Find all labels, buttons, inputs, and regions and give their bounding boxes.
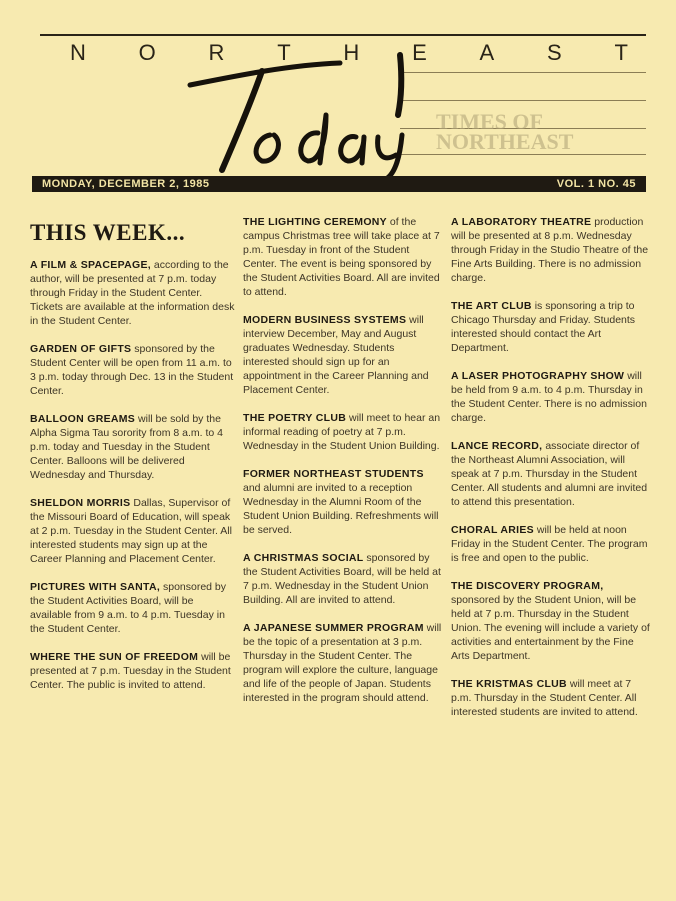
event-body: will be held from 9 a.m. to 4 p.m. Thursday in the Student Center. There is no admission charge. — [451, 370, 647, 424]
column-3 — [451, 215, 651, 733]
event-body: will interview December, May and August graduates Wednesday. Students interested should sign up for an appointment in the Career Planning and Placement Center. — [243, 314, 429, 396]
event-body: and alumni are invited to a reception Wednesday in the Alumni Room of the Student Union Building. Refreshments will be served. — [243, 482, 439, 536]
event-body: will be presented at 7 p.m. Tuesday in the Student Center. The public is invited to attend. — [30, 651, 231, 691]
masthead-letter: A — [479, 40, 497, 65]
event-heading: MODERN BUSINESS SYSTEMS — [243, 314, 407, 326]
masthead-ghost-text: TIMES OF NORTHEAST — [436, 109, 574, 154]
event-item — [243, 621, 443, 705]
event-body: associate director of the Northeast Alumni Association, will speak at 7 p.m. Thursday in the Student Center. All students and alumni are invited to attend this presentation. — [451, 440, 648, 508]
event-item — [451, 677, 651, 719]
event-body: production will be presented at 8 p.m. Wednesday through Friday in the Studio Theatre of the Fine Arts Building. There is no admission charge. — [451, 216, 649, 284]
event-item — [451, 439, 651, 509]
masthead-letter: H — [343, 40, 362, 65]
event-body: sponsored by the Student Center will be open from 11 a.m. to 3 p.m. today through Dec. 13 in the Student Center. — [30, 343, 234, 397]
event-item — [243, 467, 443, 537]
event-body: of the campus Christmas tree will take place at 7 p.m. Tuesday in front of the Student Center. The event is being sponsored by the Student Activities Board. All are invited to attend. — [243, 216, 440, 298]
masthead-rule-1 — [400, 72, 646, 73]
event-heading: PICTURES WITH SANTA, — [30, 581, 161, 593]
event-item — [451, 523, 651, 565]
column-1 — [30, 215, 235, 706]
event-heading: FORMER NORTHEAST STUDENTS — [243, 468, 424, 480]
event-body: sponsored by the Student Union, will be held at 7 p.m. Thursday in the Student Union. The evening will include a variety of activities and entertainment by the Fine Arts Department. — [451, 594, 650, 662]
event-body: will meet at 7 p.m. Thursday in the Student Center. All interested students are invited to attend. — [451, 678, 638, 718]
event-heading: THE DISCOVERY PROGRAM, — [451, 580, 604, 592]
volume-number: VOL. 1 NO. 45 — [556, 178, 636, 190]
event-body: is sponsoring a trip to Chicago Thursday and Friday. Students interested should contact the Art Department. — [451, 300, 636, 354]
event-body: sponsored by the Student Activities Board, will be held at 7 p.m. Wednesday in the Student Union Building. All are invited to attend. — [243, 552, 441, 606]
masthead-rule-4 — [400, 154, 646, 155]
event-heading: LANCE RECORD, — [451, 440, 543, 452]
event-item — [451, 579, 651, 663]
masthead-rule-2 — [400, 100, 646, 101]
event-item — [243, 551, 443, 607]
event-item — [451, 215, 651, 285]
event-heading: THE POETRY CLUB — [243, 412, 347, 424]
event-item — [451, 299, 651, 355]
column-3-items — [451, 215, 651, 719]
event-item — [30, 342, 235, 398]
event-item — [243, 411, 443, 453]
event-heading: SHELDON MORRIS — [30, 497, 131, 509]
event-heading: BALLOON GREAMS — [30, 413, 136, 425]
event-item — [30, 412, 235, 482]
event-heading: THE KRISTMAS CLUB — [451, 678, 567, 690]
column-1-items — [30, 258, 235, 692]
masthead-letter: E — [412, 40, 429, 65]
event-item — [243, 215, 443, 299]
event-item — [451, 369, 651, 425]
column-2-items — [243, 215, 443, 705]
event-heading: THE ART CLUB — [451, 300, 532, 312]
event-heading: A JAPANESE SUMMER PROGRAM — [243, 622, 424, 634]
date-banner — [32, 176, 646, 192]
event-body: sponsored by the Student Activities Board, will be available from 9 a.m. to 4 p.m. Tuesday in the Student Center. — [30, 581, 227, 635]
event-body: will be sold by the Alpha Sigma Tau sorority from 8 a.m. to 4 p.m. today and Tuesday in the Student Center. Balloons will be delivered Wednesday and Thursday. — [30, 413, 223, 481]
event-heading: A LASER PHOTOGRAPHY SHOW — [451, 370, 625, 382]
event-heading: CHORAL ARIES — [451, 524, 534, 536]
event-heading: A LABORATORY THEATRE — [451, 216, 592, 228]
masthead-letter: T — [277, 40, 293, 65]
masthead-letter: N — [70, 40, 88, 65]
today-logo — [150, 45, 430, 185]
event-body: will be held at noon Friday in the Student Center. The program is free and open to the public. — [451, 524, 648, 564]
masthead-top-rule — [40, 34, 646, 36]
event-body: Dallas, Supervisor of the Missouri Board of Education, will speak at 2 p.m. Tuesday in the Student Center. All interested students may sign up at the Career Planning and Placement Center. — [30, 497, 232, 565]
issue-date: MONDAY, DECEMBER 2, 1985 — [42, 178, 210, 190]
masthead-letter: S — [546, 40, 564, 65]
event-heading: GARDEN OF GIFTS — [30, 343, 132, 355]
event-item — [30, 650, 235, 692]
event-body: will meet to hear an informal reading of poetry at 7 p.m. Wednesday in the Student Union Building. — [243, 412, 441, 452]
event-item — [30, 496, 235, 566]
event-body: according to the author, will be presented at 7 p.m. today through Friday in the Student Center. Tickets are available at the information desk in the Student Center. — [30, 259, 235, 327]
event-heading: THE LIGHTING CEREMONY — [243, 216, 387, 228]
event-item — [30, 580, 235, 636]
masthead-letter: T — [614, 40, 630, 65]
section-title: THIS WEEK... — [30, 220, 186, 245]
masthead-letter: O — [138, 40, 158, 65]
event-heading: A FILM & SPACEPAGE, — [30, 259, 152, 271]
column-2 — [243, 215, 443, 719]
event-heading: WHERE THE SUN OF FREEDOM — [30, 651, 199, 663]
event-item — [30, 258, 235, 328]
event-heading: A CHRISTMAS SOCIAL — [243, 552, 364, 564]
masthead-letter: R — [208, 40, 227, 65]
event-item — [243, 313, 443, 397]
event-body: will be the topic of a presentation at 3 p.m. Thursday in the Student Center. The program will explore the culture, language and life of the people of Japan. Students interested in the program should attend. — [243, 622, 442, 704]
